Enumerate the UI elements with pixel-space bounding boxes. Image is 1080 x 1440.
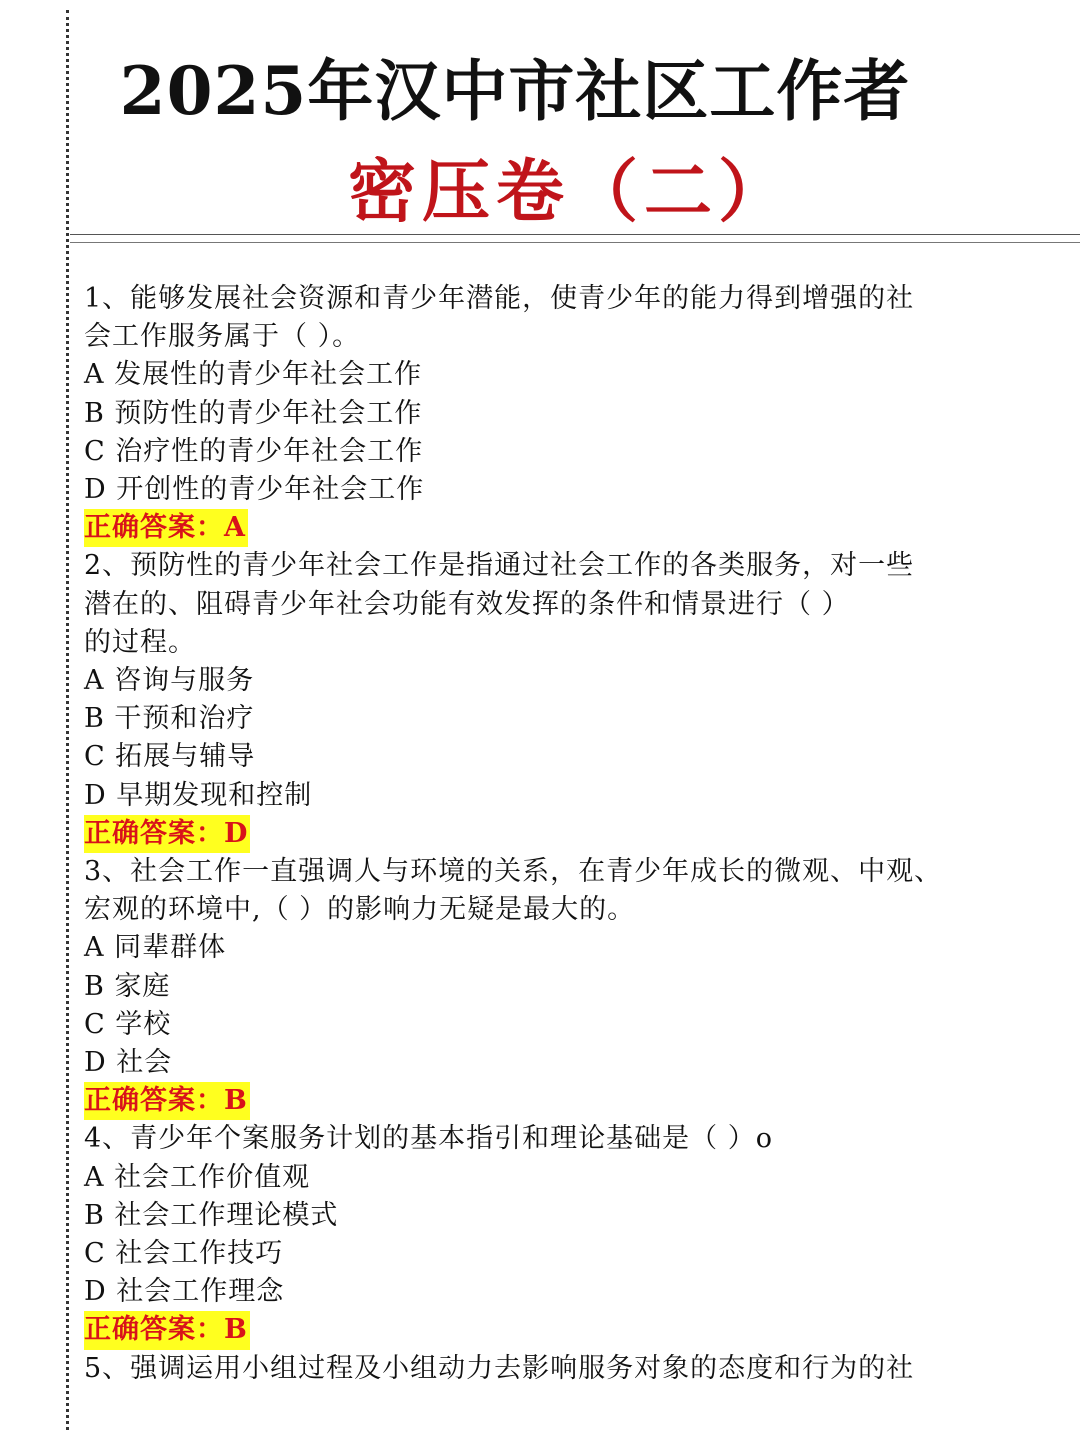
question-stem-line: 宏观的环境中,（ ）的影响力无疑是最大的。 <box>84 894 636 926</box>
question-stem-line: 5、强调运用小组过程及小组动力去影响服务对象的态度和行为的社 <box>84 1352 915 1384</box>
question-item <box>84 280 1074 547</box>
question-stem-line: 2、预防性的青少年社会工作是指通过社会工作的各类服务，对一些 <box>84 550 915 582</box>
question-stem-line: 3、社会工作一直强调人与环境的关系，在青少年成长的微观、中观、 <box>84 856 943 888</box>
option-c: C 社会工作技巧 <box>84 1238 284 1270</box>
option-b: B 社会工作理论模式 <box>84 1199 339 1231</box>
question-item <box>84 1350 1074 1388</box>
option-d: D 社会工作理念 <box>84 1276 285 1308</box>
header-divider-bottom <box>70 242 1080 243</box>
option-d: D 开创性的青少年社会工作 <box>84 474 425 506</box>
option-a: A 社会工作价值观 <box>84 1161 311 1193</box>
question-item <box>84 1120 1074 1349</box>
correct-answer: 正确答案：A <box>84 509 248 547</box>
question-item <box>84 853 1074 1120</box>
correct-answer: 正确答案：D <box>84 815 250 853</box>
page-subtitle: 密压卷（二） <box>347 152 792 232</box>
option-c: C 治疗性的青少年社会工作 <box>84 435 424 467</box>
question-stem-line: 的过程。 <box>84 626 196 658</box>
question-stem-line: 1、能够发展社会资源和青少年潜能，使青少年的能力得到增强的社 <box>84 283 915 314</box>
option-b: B 干预和治疗 <box>84 703 255 735</box>
header-divider-top <box>70 234 1080 235</box>
option-a: A 同辈群体 <box>84 932 227 964</box>
option-d: D 早期发现和控制 <box>84 779 313 811</box>
correct-answer: 正确答案：B <box>84 1311 250 1349</box>
option-d: D 社会 <box>84 1047 173 1079</box>
question-stem-line: 4、青少年个案服务计划的基本指引和理论基础是（ ）o <box>84 1123 774 1155</box>
option-a: A 咨询与服务 <box>84 665 255 697</box>
question-list <box>84 280 1074 1388</box>
option-c: C 拓展与辅导 <box>84 741 256 773</box>
page-title: 2025年汉中市社区工作者 <box>119 52 911 130</box>
question-stem-line: 会工作服务属于（ ）。 <box>84 321 361 353</box>
option-b: B 家庭 <box>84 970 171 1002</box>
option-b: B 预防性的青少年社会工作 <box>84 397 423 429</box>
option-a: A 发展性的青少年社会工作 <box>84 359 423 391</box>
question-item <box>84 547 1074 853</box>
correct-answer: 正确答案：B <box>84 1082 250 1120</box>
option-c: C 学校 <box>84 1008 172 1040</box>
question-stem-line: 潜在的、阻碍青少年社会功能有效发挥的条件和情景进行（ ） <box>84 588 850 620</box>
